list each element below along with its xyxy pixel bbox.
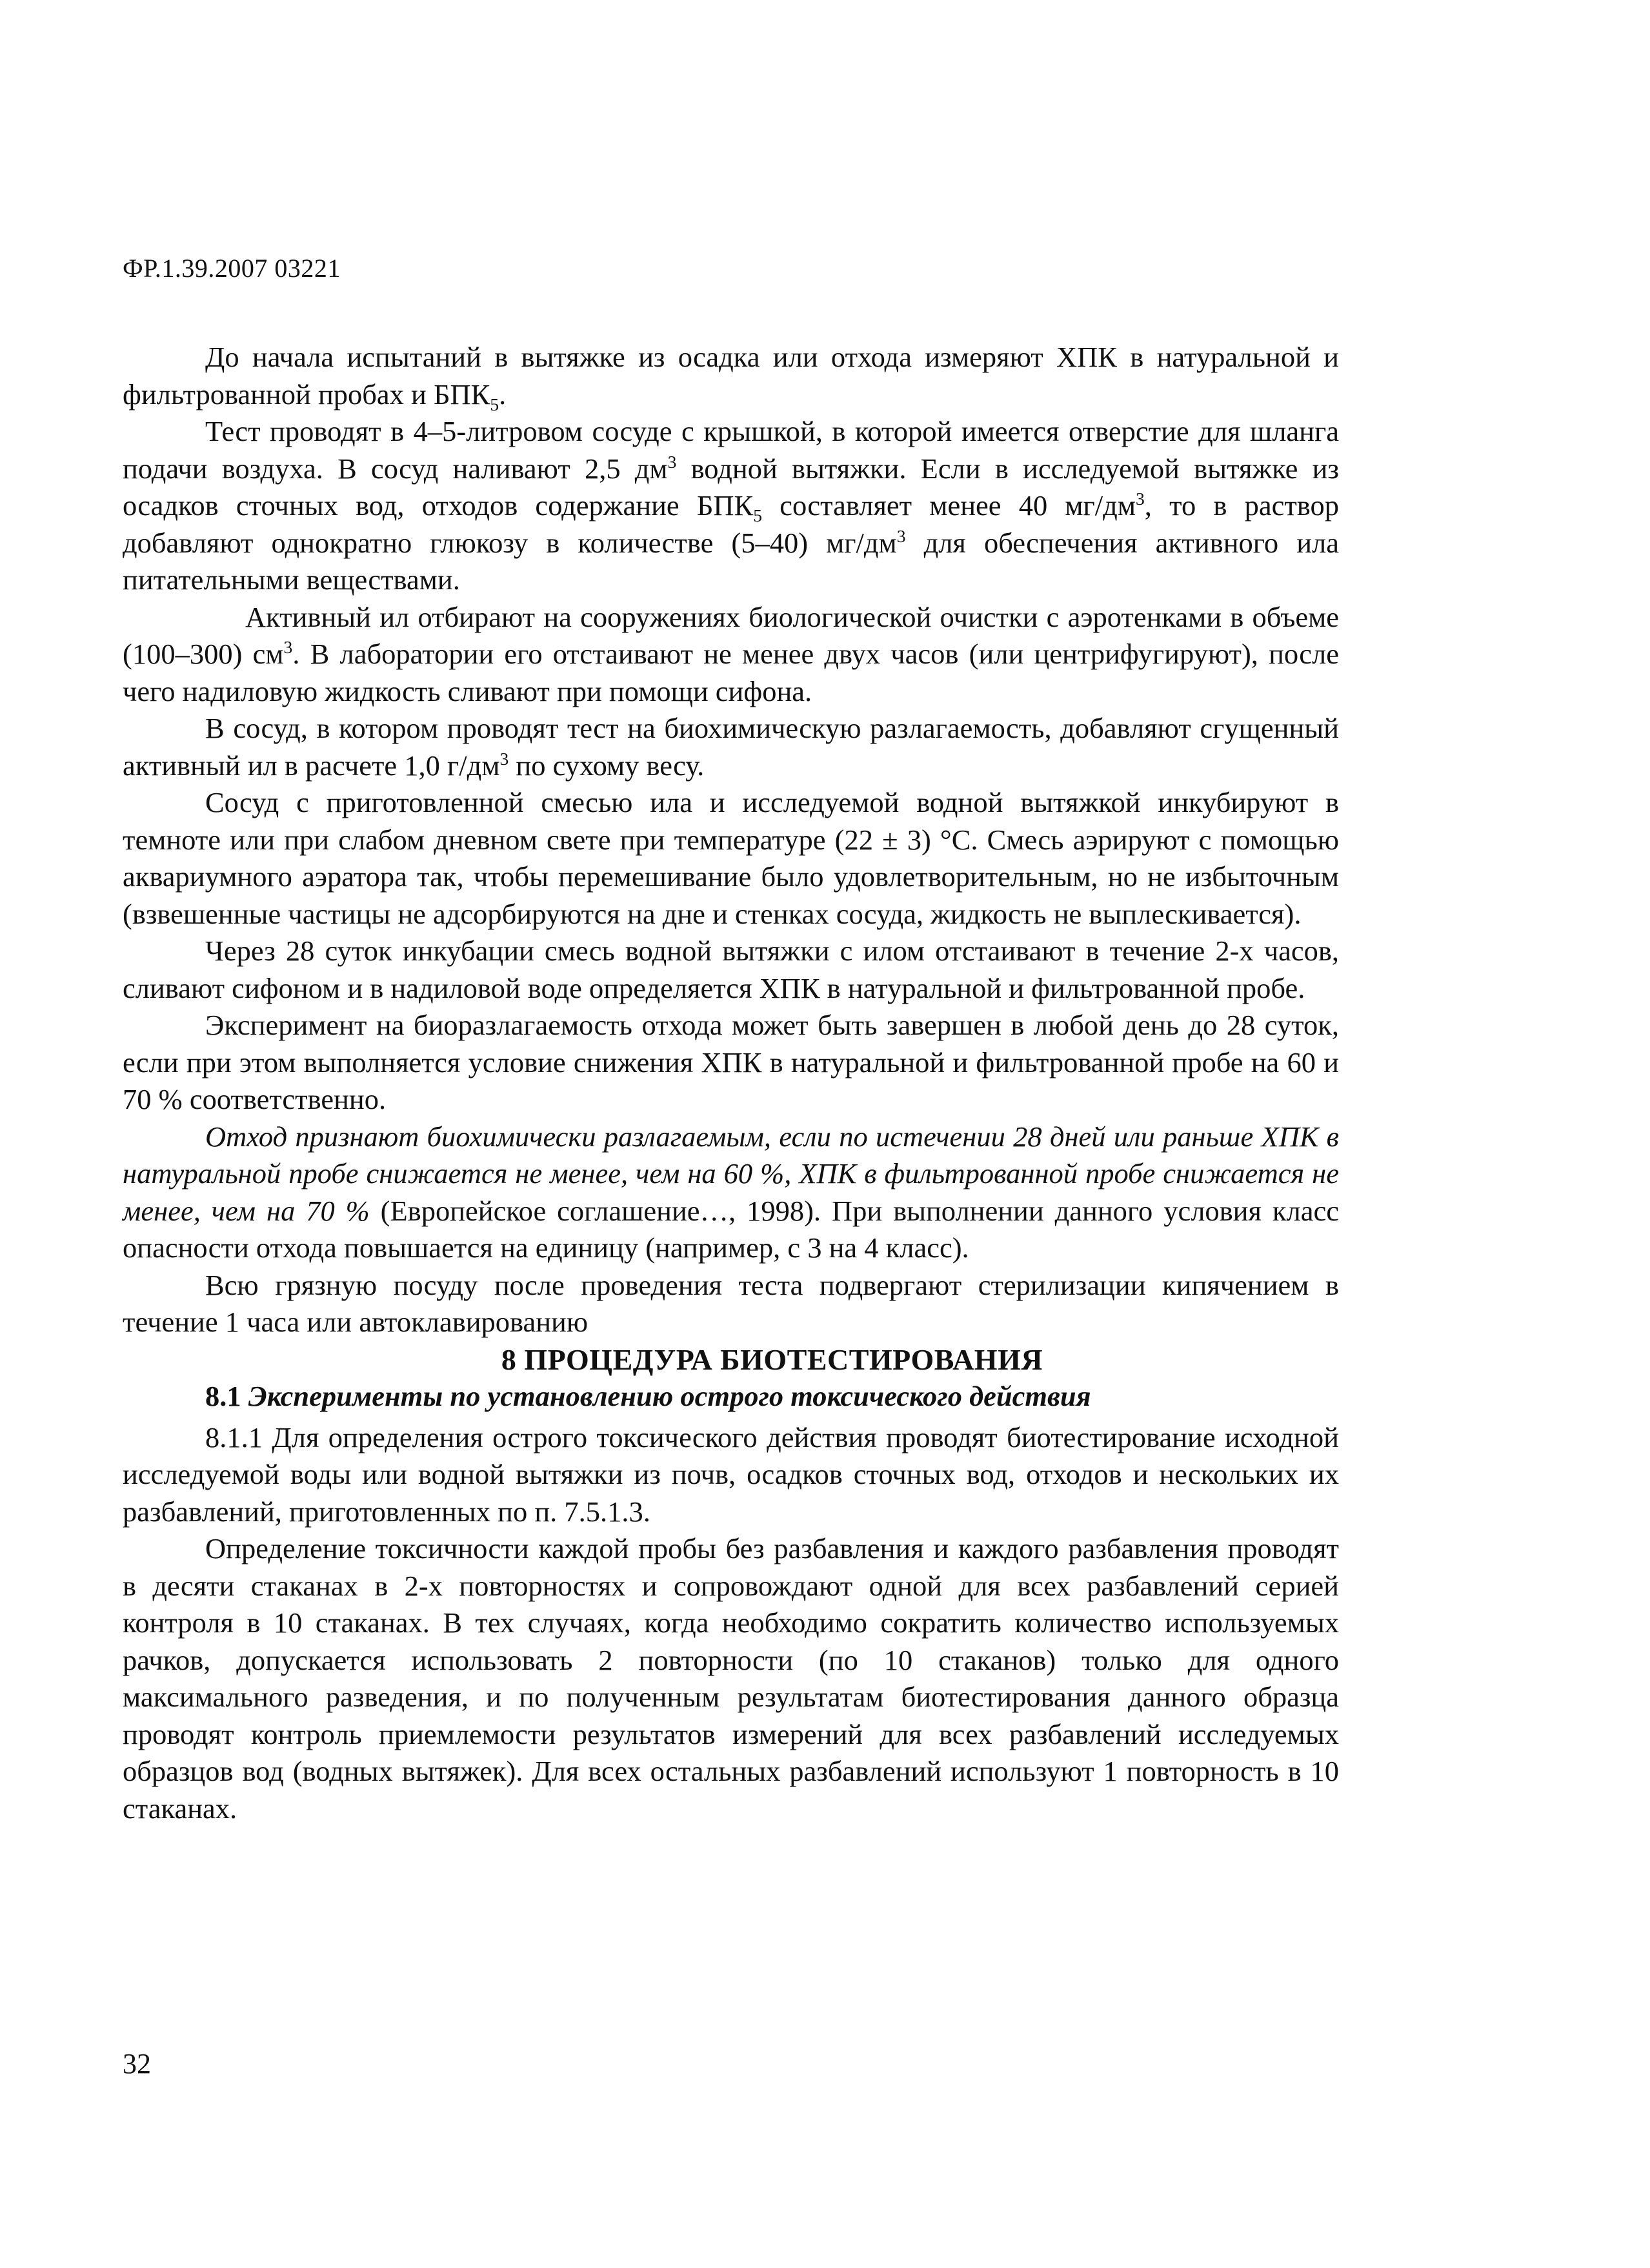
paragraph-cod-measurement	[123, 339, 1339, 413]
paragraph-incubation: Сосуд с приготовленной смесью ила и исследуемой водной вытяжкой инкубируют в темноте или при слабом дневном свете при температуре (22 ± 3) °С. Смесь аэрируют с помощью аквариумного аэратора так, чтобы перемешивание было удовлетворительным, но не избыточным (взвешенные частицы не адсорбируются на дне и стенках сосуда, жидкость не выплескивается).	[123, 786, 1339, 930]
superscript: 3	[283, 637, 293, 658]
page-number: 32	[123, 2048, 151, 2080]
subsection-number: 8.1	[205, 1380, 241, 1412]
paragraph-acute-toxicity: 8.1.1 Для определения острого токсического действия проводят биотестирование исходной исследуемой воды или водной вытяжки из почв, осадков сточных вод, отходов и нескольких их разбавлений, приготовленных по п. 7.5.1.3.	[123, 1421, 1339, 1528]
subsection-heading	[123, 1378, 1339, 1415]
paragraph-settling: Через 28 суток инкубации смесь водной вытяжки с илом отстаивают в течение 2-х часов, сливают сифоном и в надиловой воде определяется ХПК в натуральной и фильтрованной пробе.	[123, 935, 1339, 1004]
paragraph-biodegradable-criterion	[123, 1119, 1339, 1267]
subscript: 5	[490, 394, 499, 414]
superscript: 3	[499, 748, 509, 769]
paragraph-text: для обеспечения активного ила питательными веществами.	[123, 526, 1339, 596]
paragraph-experiment-end: Эксперимент на биоразлагаемость отхода может быть завершен в любой день до 28 суток, если при этом выполняется условие снижения ХПК в натуральной и фильтрованной пробе на 60 и 70 % соответственно.	[123, 1009, 1339, 1115]
superscript: 3	[667, 451, 677, 472]
paragraph-text: . В лаборатории его отстаивают не менее двух часов (или центрифугируют), после чего надиловую жидкость сливают при помощи сифона.	[123, 638, 1339, 707]
superscript: 3	[896, 525, 906, 546]
italic-text: Отход признают биохимически разлагаемым, если по истечении 28 дней или раньше ХПК в натуральной пробе снижается не менее, чем на 60 %, ХПК в фильтрованной пробе снижается не менее, чем на 70 %	[123, 1120, 1339, 1227]
paragraph-sterilization: Всю грязную посуду после проведения теста подвергают стерилизации кипячением в течение 1 часа или автоклавированию	[123, 1268, 1339, 1338]
subsection-title: Эксперименты по установлению острого токсического действия	[241, 1380, 1091, 1412]
paragraph-test-vessel	[123, 413, 1339, 599]
paragraph-text: Активный ил отбирают на сооружениях биологической очистки с аэротенками в объеме (100–300) см	[123, 600, 1339, 670]
paragraph-text: водной вытяжки. Если в исследуемой вытяжке из осадков сточных вод, отходов содержание БПК	[123, 452, 1339, 521]
paragraph-text: , то в раствор добавляют однократно глюкозу в количестве (5–40) мг/дм	[123, 489, 1339, 559]
paragraph-sludge-addition	[123, 710, 1339, 784]
paragraph-activated-sludge	[123, 599, 1339, 711]
section-heading: 8 ПРОЦЕДУРА БИОТЕСТИРОВАНИЯ	[501, 1342, 1043, 1376]
paragraph-text: (Европейское соглашение…, 1998). При выполнении данного условия класс опасности отхода повышается на единицу (например, с 3 на 4 класс).	[123, 1194, 1339, 1264]
paragraph-toxicity-procedure: Определение токсичности каждой пробы без разбавления и каждого разбавления проводят в десяти стаканах в 2-х повторностях и сопровождают одной для всех разбавлений серией контроля в 10 стаканах. В тех случаях, когда необходимо сократить количество используемых рачков, допускается использовать 2 повторности (по 10 стаканов) только для одного максимального разведения, и по полученным результатам биотестирования данного образца проводят контроль приемлемости результатов измерений для всех разбавлений исследуемых образцов вод (водных вытяжек). Для всех остальных разбавлений используют 1 повторность в 10 стаканах.	[123, 1532, 1339, 1825]
subscript: 5	[753, 505, 763, 525]
document-code: ФР.1.39.2007 03221	[123, 254, 341, 283]
paragraph-text: Тест проводят в 4–5-литровом сосуде с крышкой, в которой имеется отверстие для шланга подачи воздуха. В сосуд наливают 2,5 дм	[123, 415, 1339, 485]
paragraph-text: составляет менее 40 мг/дм	[762, 489, 1136, 521]
document-body	[123, 339, 1339, 1827]
superscript: 3	[1135, 489, 1145, 509]
paragraph-text: по сухому весу.	[508, 749, 705, 782]
paragraph-text: В сосуд, в котором проводят тест на биохимическую разлагаемость, добавляют сгущенный активный ил в расчете 1,0 г/дм	[123, 712, 1339, 782]
paragraph-text: До начала испытаний в вытяжке из осадка или отхода измеряют ХПК в натуральной и фильтрованной пробах и БПК	[123, 341, 1339, 410]
paragraph-text: .	[499, 378, 507, 410]
